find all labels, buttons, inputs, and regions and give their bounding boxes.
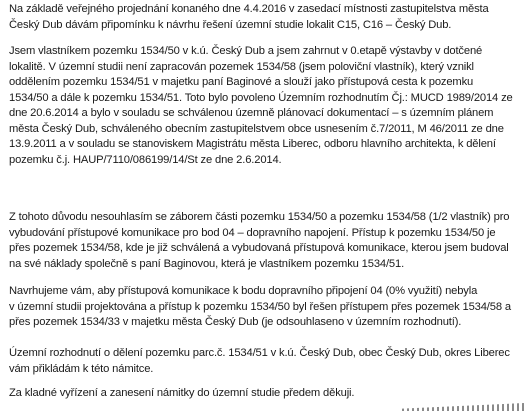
text-line: oddělením pozemku 1534/51 v majetku paní Baginové a slouží jako přístupová cesta k pozemku bbox=[9, 76, 474, 88]
text-line: města Český Dub, schváleného obecním zastupitelstvem obce usnesením č.7/2011, M 46/2011 ze dne bbox=[9, 122, 504, 135]
text-line: Za kladné vyřízení a zanesení námitky do územní studie předem děkuji. bbox=[9, 387, 355, 399]
text-line: v územní studii projektována a přístup k pozemku 1534/50 byl řešen přístupem přes pozemek 1534/58 a bbox=[9, 300, 511, 313]
text-line: Z tohoto důvodu nesouhlasím se záborem části pozemku 1534/50 a pozemku 1534/58 (1/2 vlastník) pro bbox=[9, 211, 510, 223]
text-line: Český Dub dávám připomínku k návrhu řešení územní studie lokalit C15, C16 – Český Dub. bbox=[9, 18, 452, 31]
text-line: 1534/50 a dále k pozemku 1534/51. Toto bylo povoleno Územním rozhodnutím Čj.: MUCD 1989/2014 ze bbox=[9, 91, 513, 104]
text-line: přes pozemek 1534/58, kde je již schválená a vybudovaná přístupová komunikace, kterou jsem budoval bbox=[9, 242, 509, 254]
text-line: Navrhujeme vám, aby přístupová komunikace k bodu dopravního připojení 04 (0% využití) nebyla bbox=[9, 285, 478, 297]
paragraph-objection bbox=[9, 210, 509, 272]
text-line: Jsem vlastníkem pozemku 1534/50 v k.ú. Český Dub a jsem zahrnut v 0.etapě výstavby v dotčené bbox=[9, 45, 483, 57]
text-line: 13.9.2011 a v souladu se stanoviskem Magistrátu města Liberec, odboru hlavního architekta, k dělení bbox=[9, 138, 496, 150]
text-line: dne 20.6.2014 a bylo v souladu se schválenou územně plánovací dokumentací – s územním plánem bbox=[9, 107, 494, 119]
text-line: Na základě veřejného projednání konaného dne 4.4.2016 v zasedací místnosti zastupitelstva města bbox=[9, 3, 489, 15]
text-line: Územní rozhodnutí o dělení pozemku parc.č. 1534/51 v k.ú. Český Dub, obec Český Dub, okres Liberec bbox=[9, 347, 510, 359]
paragraph-proposal bbox=[9, 284, 511, 331]
text-line: vybudování přístupové komunikace pro bod 04 – dopravního napojení. Přístup k pozemku 1534/50 je bbox=[9, 226, 496, 239]
signature-scan-fragment bbox=[402, 403, 524, 411]
paragraph-attachment bbox=[9, 346, 510, 377]
paragraph-closing bbox=[9, 386, 354, 402]
text-line: pozemku č.j. HAUP/7110/086199/14/St ze dne 2.6.2014. bbox=[9, 153, 282, 166]
paragraph-ownership bbox=[9, 44, 513, 168]
paragraph-intro bbox=[9, 2, 489, 33]
text-line: přes pozemek 1534/33 v majetku města Český Dub (je odsouhlaseno v územním rozhodnutí). bbox=[9, 316, 462, 328]
text-line: na své náklady společně s paní Baginovou, která je vlastníkem pozemku 1534/51. bbox=[9, 257, 405, 270]
text-line: vám přikládám k této námitce. bbox=[9, 362, 154, 375]
text-line: lokalitě. V územní studii není zapracován pozemek 1534/58 (jsem poloviční vlastník), který vznikl bbox=[9, 60, 474, 73]
